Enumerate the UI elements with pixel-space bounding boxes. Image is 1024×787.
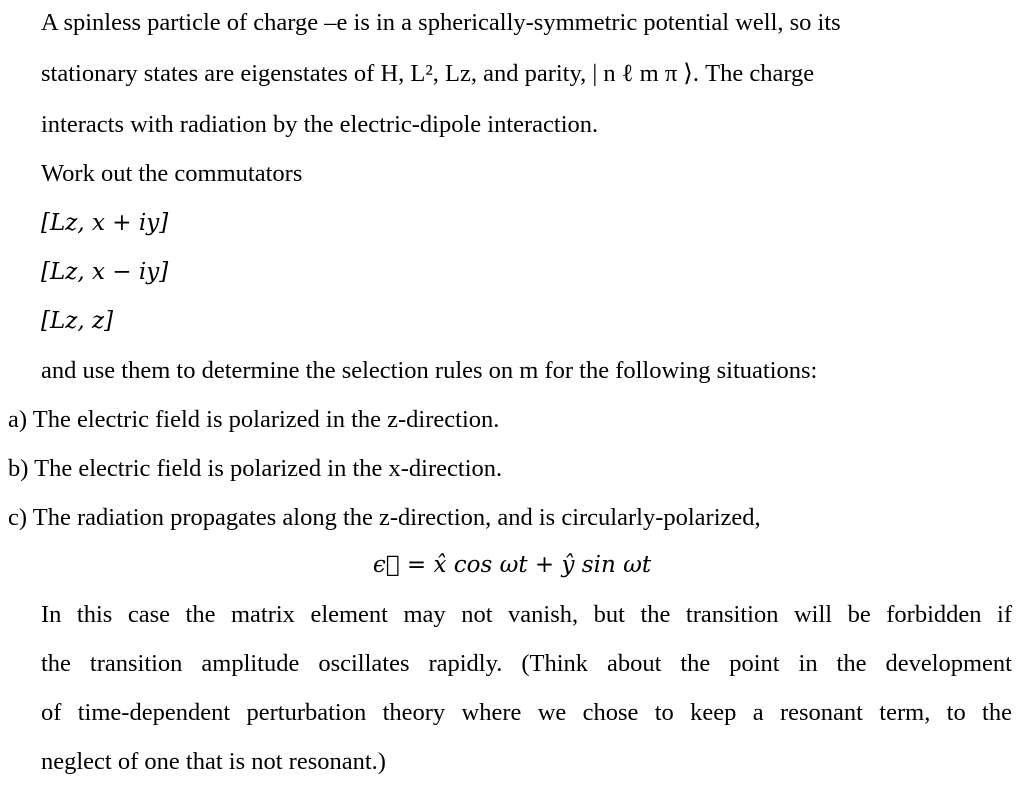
note-line-4: neglect of one that is not resonant.)	[41, 748, 386, 775]
list-item-b	[8, 454, 502, 484]
list-item-c	[8, 503, 761, 533]
commutator-prompt: Work out the commutators	[41, 160, 303, 187]
note-line-2: the transition amplitude oscillates rapidly. (Think about the point in the development	[41, 650, 1012, 677]
list-item-text: The electric field is polarized in the x-direction.	[34, 455, 503, 482]
commutator-2: [Lz, x − iy]	[41, 259, 169, 285]
list-marker: a)	[8, 406, 28, 433]
selection-rules-prompt: and use them to determine the selection rules on m for the following situations:	[41, 357, 818, 384]
list-marker: c)	[8, 504, 28, 531]
list-marker: b)	[8, 455, 29, 482]
list-item-a	[8, 405, 499, 435]
commutator-3: [Lz, z]	[41, 308, 114, 334]
intro-line-1: A spinless particle of charge –e is in a spherically-symmetric potential well, so its	[41, 9, 841, 36]
intro-line-3: interacts with radiation by the electric-dipole interaction.	[41, 111, 599, 138]
list-item-text: The radiation propagates along the z-direction, and is circularly-polarized,	[32, 504, 761, 531]
list-item-text: The electric field is polarized in the z-direction.	[32, 406, 500, 433]
note-line-3: of time-dependent perturbation theory where we chose to keep a resonant term, to the	[41, 699, 1012, 726]
intro-line-2: stationary states are eigenstates of H, L², Lz, and parity, | n ℓ m π ⟩. The charge	[41, 60, 815, 87]
polarization-equation: ϵ⃗ = x̂ cos ωt + ŷ sin ωt	[372, 552, 652, 578]
note-line-1: In this case the matrix element may not vanish, but the transition will be forbidden if	[41, 601, 1012, 628]
commutator-1: [Lz, x + iy]	[41, 210, 169, 236]
